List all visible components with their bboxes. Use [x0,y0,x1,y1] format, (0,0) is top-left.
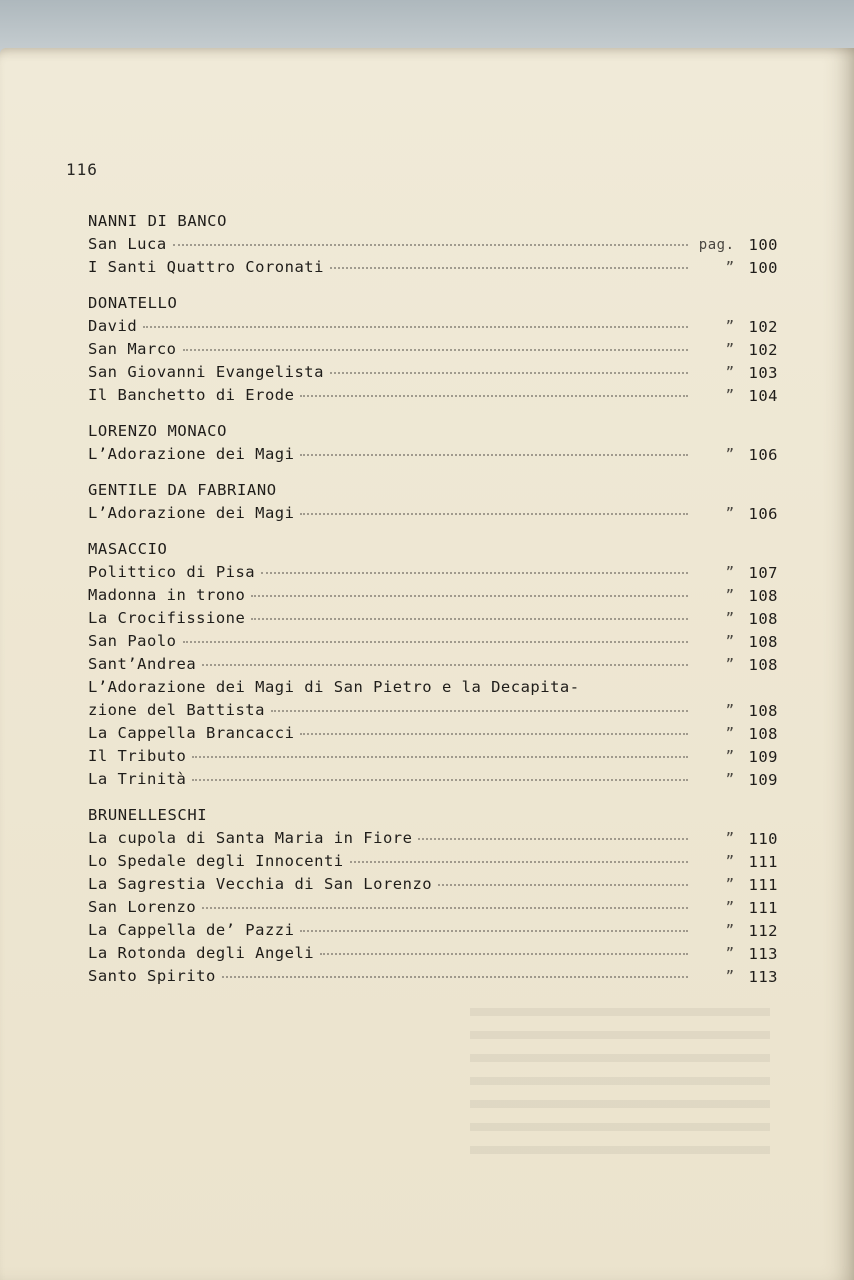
page-prefix: ” [725,342,735,358]
dot-leader [251,618,688,620]
page-ref-number: 110 [748,830,778,848]
entry-title: Il Banchetto di Erode [88,386,295,404]
entry-title: David [88,317,138,335]
page-ref-number: 111 [748,876,778,894]
section-title: BRUNELLESCHI [88,806,208,824]
dot-leader [202,907,688,909]
page-prefix: ” [725,388,735,404]
dot-leader [271,710,688,712]
page-prefix: ” [725,634,735,650]
table-of-contents [88,210,778,1001]
toc-entry [88,699,778,722]
toc-section [88,292,778,407]
page-number: 116 [66,160,98,179]
entry-page-ref [694,339,778,362]
page-prefix: ” [725,854,735,870]
toc-entry [88,361,778,384]
entry-page-ref [694,608,778,631]
toc-entry [88,653,778,676]
page-prefix: ” [725,703,735,719]
page-ref-number: 108 [748,587,778,605]
entry-page-ref [694,257,778,280]
toc-entry [88,315,778,338]
page-ref-number: 102 [748,341,778,359]
section-title: GENTILE DA FABRIANO [88,481,277,499]
section-title: NANNI DI BANCO [88,212,228,230]
entry-title: I Santi Quattro Coronati [88,258,324,276]
dot-leader [300,395,688,397]
page-ref-number: 109 [748,771,778,789]
toc-section [88,479,778,525]
dot-leader [192,779,688,781]
toc-section [88,804,778,988]
entry-page-ref [694,385,778,408]
entry-page-ref [694,769,778,792]
entry-title: zione del Battista [88,701,265,719]
page-ref-number: 111 [748,853,778,871]
toc-entry [88,896,778,919]
dot-leader [300,733,688,735]
toc-entry [88,942,778,965]
entry-title: La Sagrestia Vecchia di San Lorenzo [88,875,433,893]
page-prefix: ” [725,831,735,847]
dot-leader [300,454,688,456]
entry-title: La Cappella de’ Pazzi [88,921,295,939]
dot-leader [300,513,688,515]
page-prefix: ” [725,969,735,985]
entry-title: La cupola di Santa Maria in Fiore [88,829,413,847]
page-ref-number: 109 [748,748,778,766]
toc-entry [88,502,778,525]
entry-title: La Trinità [88,770,187,788]
page-prefix: ” [725,772,735,788]
page-ref-number: 100 [748,236,778,254]
dot-leader [222,976,688,978]
page-prefix: ” [725,319,735,335]
dot-leader [183,349,689,351]
page-prefix: ” [725,611,735,627]
dot-leader [192,756,688,758]
page-ref-number: 111 [748,899,778,917]
entry-title: San Marco [88,340,177,358]
toc-entry [88,630,778,653]
page-ref-number: 108 [748,702,778,720]
entry-title: Lo Spedale degli Innocenti [88,852,344,870]
dot-leader [438,884,688,886]
page-ref-number: 108 [748,633,778,651]
toc-entry [88,233,778,256]
dot-leader [261,572,688,574]
entry-page-ref [694,654,778,677]
entry-page-ref [694,585,778,608]
entry-page-ref [694,920,778,943]
entry-title: San Giovanni Evangelista [88,363,324,381]
page-prefix: ” [725,506,735,522]
page-ref-number: 103 [748,364,778,382]
section-title: DONATELLO [88,294,178,312]
page-prefix: ” [725,946,735,962]
section-title: LORENZO MONACO [88,422,228,440]
toc-entry [88,256,778,279]
entry-title: L’Adorazione dei Magi [88,445,295,463]
entry-page-ref [694,631,778,654]
entry-page-ref [694,503,778,526]
page-prefix: ” [725,565,735,581]
page-ref-number: 107 [748,564,778,582]
toc-entry [88,768,778,791]
entry-page-ref [694,874,778,897]
page-prefix: ” [725,900,735,916]
page-prefix: ” [725,749,735,765]
toc-entry [88,443,778,466]
page-ref-number: 100 [748,259,778,277]
dot-leader [183,641,689,643]
toc-entry [88,965,778,988]
entry-page-ref [694,851,778,874]
entry-page-ref [694,966,778,989]
show-through-text [470,1008,770,1168]
entry-title: Santo Spirito [88,967,216,985]
page-prefix: ” [725,260,735,276]
entry-title: La Cappella Brancacci [88,724,295,742]
entry-title: Sant’Andrea [88,655,197,673]
page-ref-number: 106 [748,505,778,523]
dot-leader [251,595,688,597]
toc-entry [88,722,778,745]
page-prefix: ” [725,923,735,939]
page-prefix: ” [725,726,735,742]
toc-entry [88,850,778,873]
page-ref-number: 108 [748,725,778,743]
entry-title: San Paolo [88,632,177,650]
toc-section [88,538,778,791]
entry-title: San Lorenzo [88,898,197,916]
dot-leader [173,244,688,246]
entry-title-first-line: L’Adorazione dei Magi di San Pietro e la Decapita- [88,678,580,696]
toc-entry [88,384,778,407]
page-prefix: ” [725,588,735,604]
entry-page-ref [694,562,778,585]
dot-leader [350,861,688,863]
page-ref-number: 108 [748,656,778,674]
page-ref-number: 106 [748,446,778,464]
page-prefix: ” [725,877,735,893]
dot-leader [418,838,688,840]
entry-page-ref [694,316,778,339]
toc-entry [88,919,778,942]
entry-title: La Crocifissione [88,609,246,627]
toc-entry [88,873,778,896]
page-prefix: pag. [698,237,735,253]
toc-entry [88,745,778,768]
entry-page-ref [694,723,778,746]
dot-leader [330,372,688,374]
page-ref-number: 108 [748,610,778,628]
page-ref-number: 113 [748,945,778,963]
entry-title: Polittico di Pisa [88,563,256,581]
entry-title: Madonna in trono [88,586,246,604]
toc-entry [88,338,778,361]
entry-title: Il Tributo [88,747,187,765]
toc-section [88,210,778,279]
page-prefix: ” [725,365,735,381]
dot-leader [320,953,688,955]
entry-page-ref [694,943,778,966]
dot-leader [300,930,688,932]
toc-section [88,420,778,466]
page-ref-number: 113 [748,968,778,986]
page-ref-number: 104 [748,387,778,405]
dot-leader [330,267,688,269]
dot-leader [202,664,688,666]
page-prefix: ” [725,657,735,673]
entry-page-ref [694,444,778,467]
entry-title: L’Adorazione dei Magi [88,504,295,522]
toc-entry [88,584,778,607]
entry-page-ref [694,828,778,851]
dot-leader [143,326,688,328]
entry-title: La Rotonda degli Angeli [88,944,315,962]
page-ref-number: 112 [748,922,778,940]
entry-page-ref [694,362,778,385]
entry-page-ref [694,897,778,920]
toc-entry [88,607,778,630]
entry-page-ref [694,700,778,723]
page-prefix: ” [725,447,735,463]
entry-title: San Luca [88,235,167,253]
entry-page-ref [694,746,778,769]
section-title: MASACCIO [88,540,168,558]
toc-entry [88,827,778,850]
entry-page-ref [694,234,778,257]
toc-entry [88,561,778,584]
page-ref-number: 102 [748,318,778,336]
